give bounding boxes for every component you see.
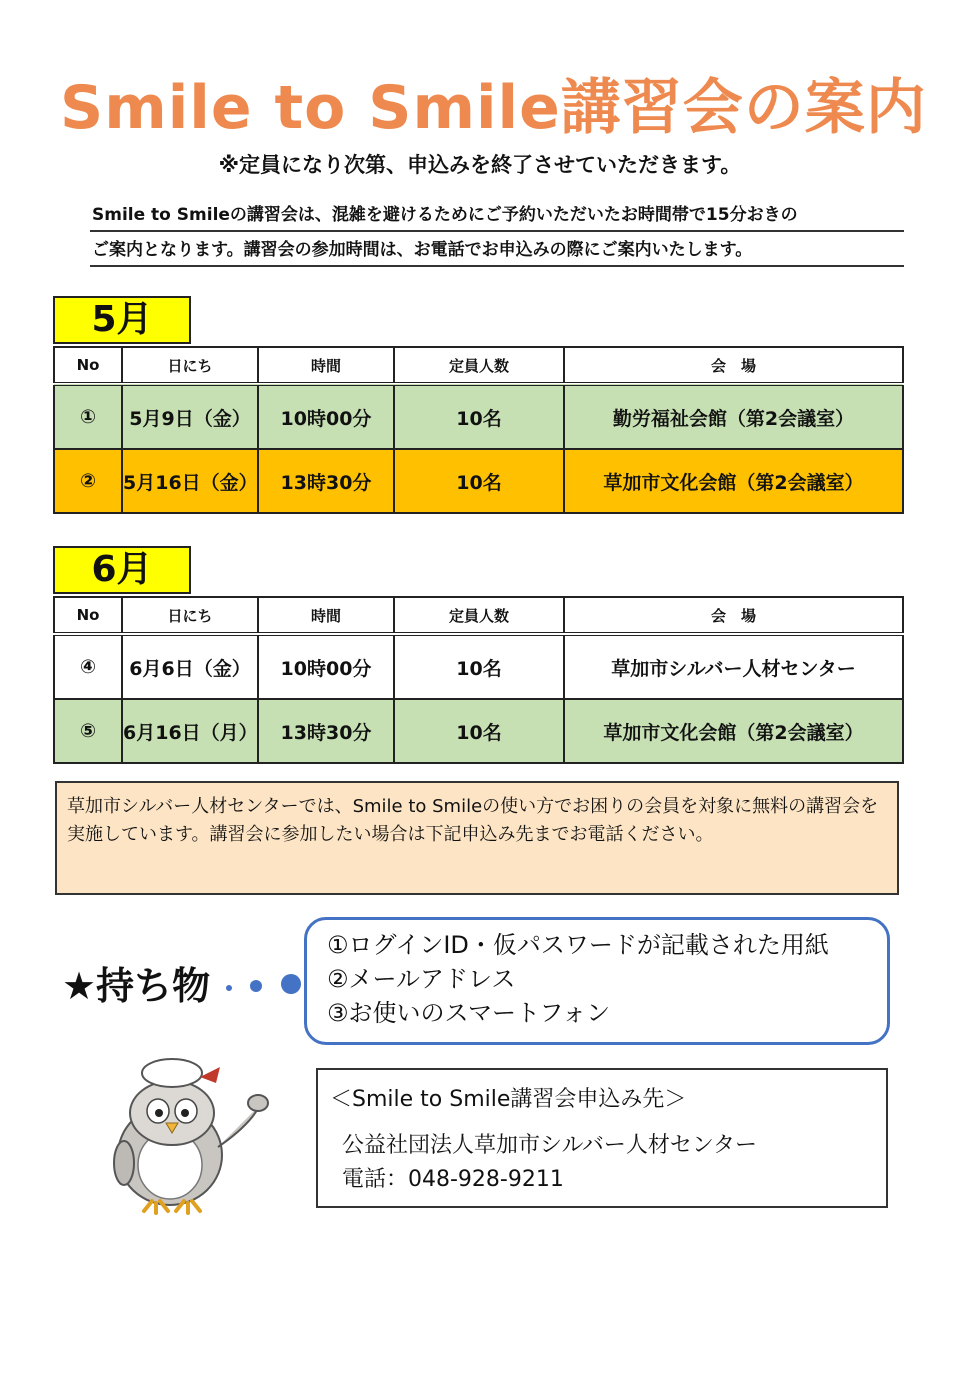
header-capacity: 定員人数 xyxy=(394,597,564,634)
cell-capacity: 10名 xyxy=(394,384,564,449)
contact-organization: 公益社団法人草加市シルバー人材センター xyxy=(342,1133,758,1158)
cell-no: ④ xyxy=(54,634,122,699)
header-venue: 会 場 xyxy=(564,597,903,634)
owl-mascot-icon xyxy=(100,1055,275,1215)
belongings-item: ①ログインID・仮パスワードが記載された用紙 xyxy=(327,931,829,959)
belongings-title: ★持ち物 xyxy=(62,964,211,1008)
cell-capacity: 10名 xyxy=(394,699,564,763)
contact-heading: ＜Smile to Smile講習会申込み先＞ xyxy=(330,1087,687,1112)
header-venue: 会 場 xyxy=(564,347,903,384)
intro-line-2: ご案内となります。講習会の参加時間は、お電話でお申込みの際にご案内いたします。 xyxy=(90,235,904,267)
table-row xyxy=(54,384,903,449)
may-schedule-table xyxy=(53,346,904,514)
belongings-box xyxy=(304,917,890,1045)
cell-venue: 草加市文化会館（第2会議室） xyxy=(564,699,903,763)
cell-time: 10時00分 xyxy=(258,634,394,699)
table-row xyxy=(54,634,903,699)
belongings-item: ②メールアドレス xyxy=(327,965,516,993)
cell-no: ⑤ xyxy=(54,699,122,763)
table-row xyxy=(54,699,903,763)
cell-no: ② xyxy=(54,449,122,513)
header-no: No xyxy=(54,347,122,384)
header-time: 時間 xyxy=(258,597,394,634)
page-title: Smile to Smile講習会の案内 xyxy=(60,73,927,143)
dot-icon xyxy=(281,974,301,994)
cell-venue: 勤労福祉会館（第2会議室） xyxy=(564,384,903,449)
cell-date: 6月6日（金） xyxy=(122,634,258,699)
cell-date: 6月16日（月） xyxy=(122,699,258,763)
cell-capacity: 10名 xyxy=(394,449,564,513)
table-header-row xyxy=(54,597,903,634)
cell-capacity: 10名 xyxy=(394,634,564,699)
dot-icon xyxy=(250,980,262,992)
header-no: No xyxy=(54,597,122,634)
header-time: 時間 xyxy=(258,347,394,384)
header-capacity: 定員人数 xyxy=(394,347,564,384)
info-box: 草加市シルバー人材センターでは、Smile to Smileの使い方でお困りの会員を対象に無料の講習会を実施しています。講習会に参加したい場合は下記申込み先までお電話ください。 xyxy=(55,781,899,895)
header-date: 日にち xyxy=(122,347,258,384)
contact-phone: 電話：048-928-9211 xyxy=(342,1167,564,1192)
june-schedule-table xyxy=(53,596,904,764)
cell-venue: 草加市シルバー人材センター xyxy=(564,634,903,699)
belongings-item: ③お使いのスマートフォン xyxy=(327,999,611,1027)
cell-venue: 草加市文化会館（第2会議室） xyxy=(564,449,903,513)
table-header-row xyxy=(54,347,903,384)
intro-line-1: Smile to Smileの講習会は、混雑を避けるためにご予約いただいたお時間帯で15分おきの xyxy=(90,200,904,232)
header-date: 日にち xyxy=(122,597,258,634)
contact-box xyxy=(316,1068,888,1208)
cell-date: 5月16日（金） xyxy=(122,449,258,513)
cell-no: ① xyxy=(54,384,122,449)
may-month-label: 5月 xyxy=(53,296,191,344)
cell-time: 13時30分 xyxy=(258,699,394,763)
table-row xyxy=(54,449,903,513)
dot-icon xyxy=(226,985,232,991)
cell-time: 10時00分 xyxy=(258,384,394,449)
june-month-label: 6月 xyxy=(53,546,191,594)
capacity-note: ※定員になり次第、申込みを終了させていただきます。 xyxy=(218,153,742,177)
cell-time: 13時30分 xyxy=(258,449,394,513)
cell-date: 5月9日（金） xyxy=(122,384,258,449)
